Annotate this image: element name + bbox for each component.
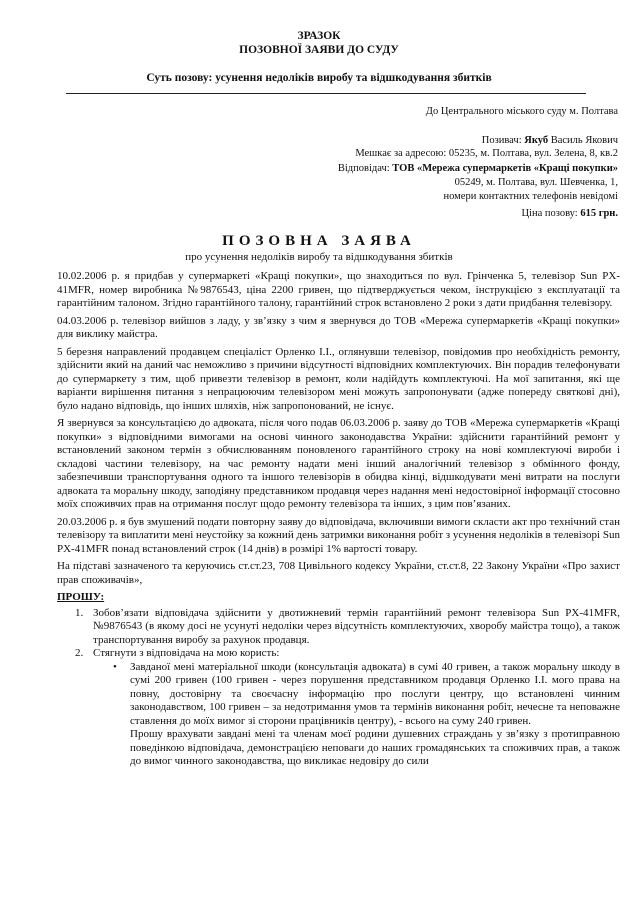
defendant-address: 05249, м. Полтава, вул. Шевченка, 1, [454, 177, 618, 188]
court-addressee: До Центрального міського суду м. Полтава [425, 106, 618, 117]
damages-list [93, 661, 620, 729]
separator-line [66, 93, 586, 94]
paragraph-inspection: 5 березня направлений продавцем спеціаліст Орленко І.І., оглянувши телевізор, повідомив про необхідність ремонту, здійснити який на даний час неможливо з причини відсутності відповідних комплектуючих. Він порадив телефонувати до супермаркету з тим, щоб привезти телевізор в ремонт, коли надійдуть комплектуючі. На мої запитання, які ще варіанти вирішення питання з непрацюючим телевізором мені можуть запропонувати (адже попереду святкові дні), було надано відповідь, що інших шляхів, ніж запропонований, не існує. [57, 345, 620, 412]
statement-subtitle: про усунення недоліків виробу та відшкодування збитків [185, 251, 453, 263]
plaintiff-surname: Якуб [524, 135, 549, 146]
sample-label: ЗРАЗОК [297, 30, 341, 42]
claim-price [298, 207, 618, 222]
request-heading: ПРОШУ: [57, 591, 105, 603]
paragraph-purchase: 10.02.2006 р. я придбав у супермаркеті «Кращі покупки», що знаходиться по вул. Грінченка 5, телевізор Sun PX-41MFR, номер виробника №9876543, ціна 2200 гривен, що підтверджується чеком, інструкцією з експлуатації та гарантійним талоном. Згідно гарантійного талону, гарантійний строк встановлено 2 роки з дати придбання телевізору. [57, 270, 620, 309]
paragraph-lawyer: Я звернувся за консультацією до адвоката, після чого подав 06.03.2006 р. заяву до ТОВ «Мережа супермаркетів «Кращі покупки» з відповідними вимогами на основі чинного законодавства України: здійснити гарантійний ремонт у встановлений законом термін з обчислюванням поновленого гарантійного строку на нові комплектуючі вироби і складові частини телевізору, на час ремонту надати мені інший аналогічний телевізор з обмінного фонду, забезпечивши транспортування одного та іншого телевізорів в обидва кінці, відшкодувати мені витрати на послуги адвоката та моральну шкоду, заподіяну представником продавця через надання мені недостовірної інформації стосовно моїх споживчих прав на отримання послуг щодо ремонту телевізора та інших, з цим пов’язаних. [57, 417, 620, 510]
statement-title: ПОЗОВНА ЗАЯВА [222, 233, 416, 249]
claim-price-label: Ціна позову: [521, 208, 581, 219]
defendant-line [298, 162, 618, 177]
plaintiff-given-names: Василь Якович [548, 135, 618, 146]
claim-price-value: 615 грн. [580, 208, 618, 219]
request-item [57, 607, 620, 648]
defendant-label: Відповідач: [337, 163, 393, 174]
damages-text: Завданої мені матеріальної шкоди (консультація адвоката) в сумі 40 гривен, а також моральну шкоду в сумі 200 гривен (100 гривен - через порушення представником продавця Орленко І.І. мого права на повну, достовірну та своєчасну інформацію про послуги центру, що встановлені чинним законодавством, 100 гривен – за недотримання умов та термінів виконання робіт, нечесне та неповажне ставлення до моїх вимог зі сторони працівників центру), - всього на суму 240 гривен. [130, 660, 620, 727]
request-text: Стягнути з відповідача на мою користь: [93, 647, 280, 659]
plaintiff-address: Мешкає за адресою: 05235, м. Полтава, вул. Зелена, 8, кв.2 [355, 148, 618, 159]
damages-item [93, 661, 620, 729]
bullet-icon: • [113, 660, 117, 673]
plaintiff-label: Позивач: [481, 135, 525, 146]
damages-continuation: Прошу врахувати завдані мені та членам моєї родини душевних страждань у зв’язку з протиправною поведінкою відповідача, демонстрацією неповаги до наших громадянських та споживчих прав, а також до вимог чинного законодавства, що викликає недовіру до сили [130, 728, 620, 767]
claim-essence: Суть позову: усунення недоліків виробу та відшкодування збитків [146, 72, 492, 84]
defendant-phones: номери контактних телефонів невідомі [443, 191, 618, 202]
paragraph-legal-basis: На підставі зазначеного та керуючись ст.ст.23, 708 Цивільного кодексу України, ст.ст.8, 22 Закону України «Про захист прав споживачів», [57, 560, 620, 586]
paragraph-breakdown: 04.03.2006 р. телевізор вийшов з ладу, у зв’язку з чим я звернувся до ТОВ «Мережа супермаркетів «Кращі покупки» для виклику майстра. [57, 314, 620, 340]
document-heading: ПОЗОВНОЇ ЗАЯВИ ДО СУДУ [239, 44, 399, 56]
request-item [57, 647, 620, 728]
request-text: Зобов’язати відповідача здійснити у двотижневий термін гарантійний ремонт телевізора Sun PX-41MFR, №9876543 (в якому досі не усунуті недоліки через відсутність комплектуючих, хворобу майстра тощо), а також транспортування виробу за рахунок продавця. [93, 606, 620, 646]
paragraph-repeat-claim: 20.03.2006 р. я був змушений подати повторну заяву до відповідача, включивши вимоги скласти акт про технічний стан телевізору та виплатити мені неустойку за кожний день затримки виконання робіт з усунення недоліків в телевізорі Sun PX-41MFR понад встановлений строк (14 днів) в розмірі 1% вартості товару. [57, 515, 620, 555]
request-list [57, 607, 620, 729]
request-number: 1. [75, 606, 84, 619]
defendant-name: ТОВ «Мережа супермаркетів «Кращі покупки» [392, 163, 618, 174]
request-number: 2. [75, 647, 84, 659]
statement-body [57, 270, 620, 773]
